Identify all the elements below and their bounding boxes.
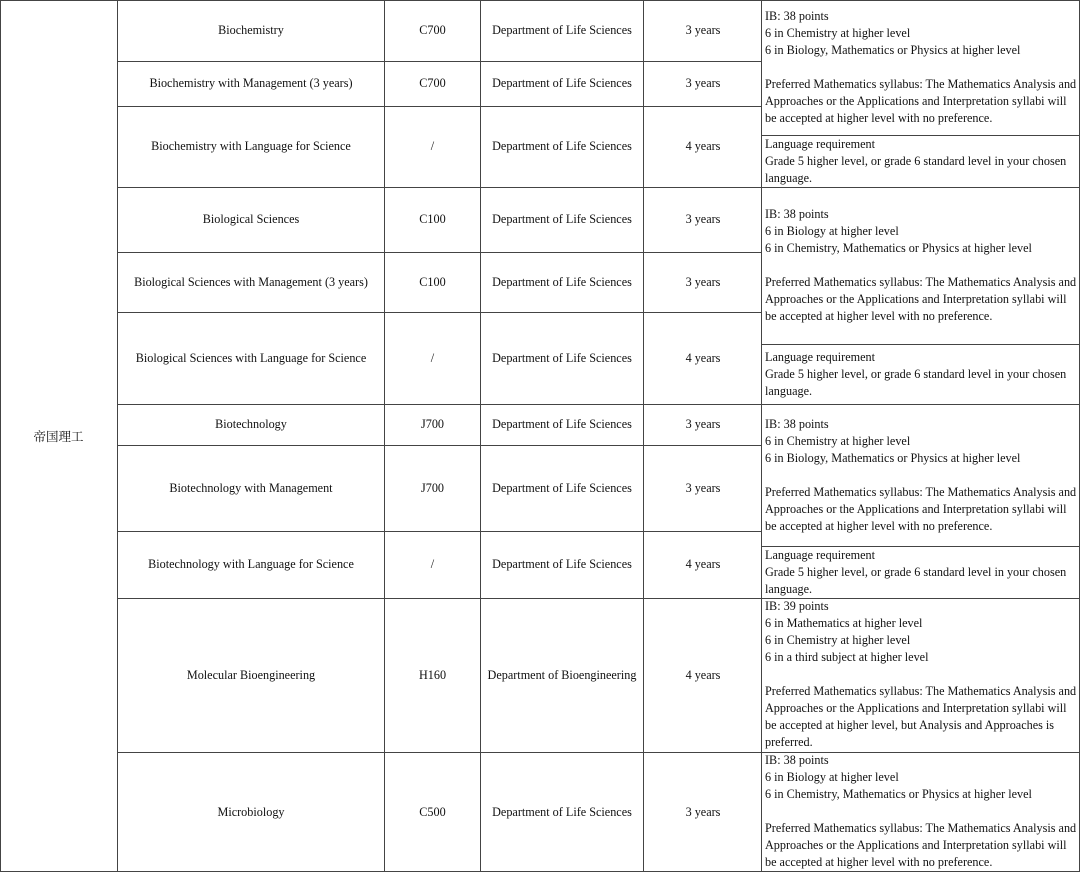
course-code: C700 [419,23,446,37]
university-cell [0,0,117,872]
course-code: J700 [420,480,445,495]
course-department: Department of Bioengineering [487,667,637,682]
grid-line [117,252,762,253]
grid-line [117,752,1080,753]
grid-line [761,344,1080,345]
course-code: / [430,350,435,365]
requirement-cell: IB: 39 points 6 in Mathematics at higher level 6 in Chemistry at higher level 6 in a third subject at higher level Preferred Mathematics syllabus: The Mathematics Analysis and Approaches or the Applications and Interpretation syllabi will be accepted at higher level, but Analysis and Approaches is preferred. [765,599,1077,749]
course-name: Biological Sciences with Management (3 years) [134,274,368,289]
grid-line [117,106,762,107]
grid-line [117,0,118,872]
course-duration: 3 years [685,274,721,289]
grid-line [117,531,762,532]
grid-line [643,0,644,872]
course-duration: 4 years [685,139,721,153]
course-department: Department of Life Sciences [492,23,632,37]
grid-line [0,0,1,872]
course-department: Department of Life Sciences [492,350,632,365]
course-code: C700 [419,76,446,90]
course-code: / [430,557,435,571]
grid-line [384,0,385,872]
course-name: Biotechnology with Language for Science [148,557,354,571]
requirement-cell: IB: 38 points 6 in Biology at higher level 6 in Chemistry, Mathematics or Physics at higher level Preferred Mathematics syllabus: The Mathematics Analysis and Approaches or the Applications and Interpretation syllabi will be accepted at higher level with no preference. [765,207,1077,323]
course-department: Department of Life Sciences [492,417,632,431]
grid-line [117,312,762,313]
course-department: Department of Life Sciences [492,480,632,495]
grid-line [761,135,1080,136]
course-code: C500 [419,804,446,819]
requirement-cell: Language requirement Grade 5 higher level, or grade 6 standard level in your chosen language. [765,548,1067,596]
grid-line [480,0,481,872]
course-code: C100 [419,212,446,226]
course-duration: 3 years [685,76,721,90]
grid-line [117,61,762,62]
course-department: Department of Life Sciences [492,274,632,289]
course-department: Department of Life Sciences [492,76,632,90]
course-name: Biochemistry with Language for Science [151,139,351,153]
course-code: J700 [420,417,445,431]
course-code: / [430,139,435,153]
course-duration: 4 years [685,667,721,682]
course-name: Biotechnology [215,417,287,431]
course-duration: 3 years [685,804,721,819]
grid-line [761,0,762,872]
requirement-cell: Language requirement Grade 5 higher level, or grade 6 standard level in your chosen language. [765,137,1067,185]
requirement-cell: IB: 38 points 6 in Chemistry at higher level 6 in Biology, Mathematics or Physics at higher level Preferred Mathematics syllabus: The Mathematics Analysis and Approaches or the Applications and Interpretation syllabi will be accepted at higher level with no preference. [765,417,1077,533]
grid-line [117,598,1080,599]
course-code: C100 [419,274,446,289]
course-duration: 3 years [685,417,721,431]
grid-line [117,404,1080,405]
course-duration: 3 years [685,480,721,495]
course-duration: 3 years [685,212,721,226]
grid-line [0,0,1080,1]
course-department: Department of Life Sciences [492,139,632,153]
course-name: Biochemistry with Management (3 years) [149,76,353,90]
course-name: Biological Sciences [202,212,300,226]
course-duration: 4 years [685,557,721,571]
course-code: H160 [418,667,447,682]
course-department: Department of Life Sciences [492,557,632,571]
requirement-cell: Language requirement Grade 5 higher level, or grade 6 standard level in your chosen language. [765,350,1067,398]
course-name: Molecular Bioengineering [186,667,316,682]
course-name: Microbiology [217,804,285,819]
course-duration: 3 years [685,23,721,37]
course-department: Department of Life Sciences [492,804,632,819]
course-name: Biological Sciences with Language for Science [135,350,367,365]
course-name: Biotechnology with Management [169,480,333,495]
university-name: 帝国理工 [33,428,84,444]
course-name: Biochemistry [218,23,284,37]
course-department: Department of Life Sciences [492,212,632,226]
grid-line [117,187,1080,188]
requirement-cell: IB: 38 points 6 in Biology at higher level 6 in Chemistry, Mathematics or Physics at higher level Preferred Mathematics syllabus: The Mathematics Analysis and Approaches or the Applications and Interpretation syllabi will be accepted at higher level with no preference. [765,753,1077,869]
requirement-cell: IB: 38 points 6 in Chemistry at higher level 6 in Biology, Mathematics or Physics at higher level Preferred Mathematics syllabus: The Mathematics Analysis and Approaches or the Applications and Interpretation syllabi will be accepted at higher level with no preference. [765,9,1077,125]
grid-line [761,546,1080,547]
grid-line [117,445,762,446]
course-duration: 4 years [685,350,721,365]
